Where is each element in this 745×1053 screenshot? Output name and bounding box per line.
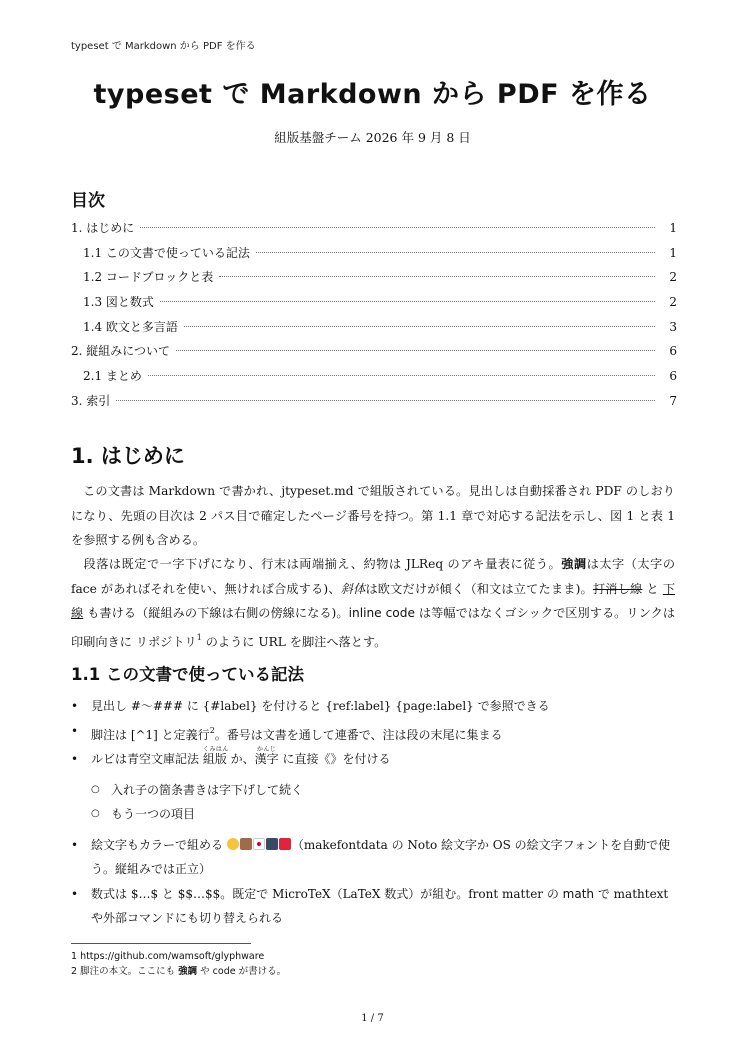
list-item (71, 694, 675, 719)
toc-entry-page: 7 (669, 393, 677, 408)
ruby-annotation: かんじ (256, 746, 277, 753)
bullet-icon: • (71, 886, 79, 901)
toc-entry[interactable] (71, 367, 677, 392)
toc-entry[interactable] (71, 268, 677, 293)
list-item-text: （makefontdata の Noto 絵文字か OS の絵文字フォントを自動で使う。縦組みでは正立） (91, 837, 671, 876)
list-item-text: 見出し #〜### に {#label} を付けると {ref:label} {page:label} で参照できる (91, 699, 550, 713)
paragraph (71, 479, 675, 553)
toc-entry[interactable] (71, 342, 677, 367)
bold-text: 強調 (561, 557, 587, 571)
toc-leader (176, 350, 655, 351)
running-header: typeset で Markdown から PDF を作る (71, 41, 256, 52)
paragraph-text: と (642, 581, 663, 596)
italic-text: 斜体 (340, 581, 366, 596)
toc-entry-label: 2.1 まとめ (83, 369, 142, 384)
bullet-icon: • (71, 837, 79, 852)
list-item-text: か、 (226, 752, 255, 766)
page-number: 1 / 7 (361, 1013, 384, 1024)
ruby-annotation: くみはん (202, 746, 229, 753)
list-item-text: 数式は $…$ と $$…$$。既定で MicroTeX（LaTeX 数式）が組む。front matter の (91, 886, 563, 901)
toc-leader (116, 400, 655, 401)
toc-entry-page: 1 (669, 245, 677, 260)
list-item-text: 。番号は文書を通して連番で、注は段の末尾に集まる (214, 727, 503, 742)
list-item (71, 719, 675, 748)
ruby-text (203, 747, 227, 772)
table-of-contents (71, 219, 677, 417)
toc-entry-label: 1.1 この文書で使っている記法 (83, 245, 250, 260)
paragraph-text: は欧文だけが傾く（和文は立てたまま)。 (365, 581, 593, 596)
flag-circle (257, 842, 261, 846)
footnotes (71, 949, 286, 979)
list-item (71, 882, 675, 931)
paragraph (71, 552, 675, 654)
bullet-icon: • (71, 752, 79, 766)
toc-entry-label: 1.3 図と数式 (83, 295, 154, 310)
hollow-bullet-icon: ○ (91, 808, 100, 819)
bold-text: 強調 (178, 966, 198, 977)
toc-leader (160, 301, 655, 302)
footnote-text: 2 脚注の本文。ここにも (71, 966, 179, 977)
toc-entry-page: 6 (669, 344, 677, 359)
toc-entry-label: 2. 縦組みについて (71, 344, 171, 359)
document-title: typeset で Markdown から PDF を作る (93, 79, 652, 110)
toc-entry-page: 2 (669, 270, 677, 285)
toc-entry-page: 2 (669, 295, 677, 310)
thumbs-up-emoji-icon (240, 838, 252, 850)
section-heading: 1. はじめに (71, 444, 185, 468)
footnote-divider (71, 943, 251, 944)
footnote-2 (71, 964, 286, 979)
nested-list-item (71, 778, 675, 803)
hollow-bullet-icon: ○ (91, 783, 100, 795)
nested-list-item (71, 802, 675, 827)
toc-entry-label: 1.4 欧文と多言語 (83, 319, 178, 334)
toc-leader (184, 326, 655, 327)
family-emoji-icon (266, 838, 278, 850)
footnote-text: が書ける。 (235, 966, 287, 977)
toc-entry-page: 1 (669, 221, 677, 235)
toc-entry[interactable] (71, 392, 677, 417)
list-item-text: もう一つの項目 (111, 807, 196, 821)
list-item-text: ルビは青空文庫記法 (91, 752, 203, 766)
toc-entry-page: 6 (669, 369, 677, 384)
paragraph-text: 段落は既定で一字下げになり、行末は両端揃え、約物は JLReq のアキ量表に従う。 (83, 557, 562, 571)
paragraph-text: この文書は Markdown で書かれ、jtypeset.md で組版されている。見出しは自動採番され PDF のしおりになり、先頭の目次は 2 パス目で確定したページ番号を持つ。第 1.1 章で対応する記法を示し、図 1 と表 1 を参照する例も含める。 (71, 484, 675, 547)
inline-code: inline code (348, 606, 415, 620)
subsection-heading: 1.1 この文書で使っている記法 (71, 665, 304, 684)
toc-entry-label: 1. はじめに (71, 221, 135, 235)
paragraph-text: は等幅ではなくゴシックで区別する。リンクは印刷向きに リポジトリ (71, 606, 676, 649)
toc-entry-label: 3. 索引 (71, 393, 111, 408)
toc-leader (148, 375, 655, 376)
list-item-text: で mathtext や外部コマンドにも切り替えられる (91, 886, 669, 925)
list-item-text: 絵文字もカラーで組める (91, 837, 227, 852)
red-heart-emoji-icon (279, 838, 291, 850)
strikethrough-text: 打消し線 (592, 581, 643, 596)
toc-entry[interactable] (71, 318, 677, 343)
ruby-base: 漢字 (254, 752, 279, 766)
bullet-list (71, 694, 675, 931)
japan-flag-emoji-icon (253, 838, 265, 850)
list-item (71, 747, 675, 772)
footnote-1[interactable]: 1 https://github.com/wamsoft/glyphware (71, 951, 265, 962)
list-item-text: 脚注は [^1] と定義行 (91, 727, 210, 742)
toc-entry[interactable] (71, 293, 677, 318)
paragraph-text: のように URL を脚注へ落とす。 (201, 634, 387, 649)
list-item-text: 入れ子の箇条書きは字下げして続く (111, 782, 304, 797)
toc-heading: 目次 (71, 191, 105, 211)
footnote-ref[interactable]: 1 (196, 632, 202, 642)
toc-entry[interactable] (71, 244, 677, 269)
ruby-text (255, 747, 279, 772)
toc-leader (219, 276, 655, 277)
list-item (71, 833, 675, 882)
author-date: 組版基盤チーム 2026 年 9 月 8 日 (274, 130, 471, 145)
bullet-icon: • (71, 699, 79, 713)
toc-entry[interactable] (71, 219, 677, 244)
paragraph-text: も書ける（縦組みの下線は右側の傍線になる)。 (83, 606, 349, 620)
grinning-face-emoji-icon (227, 838, 239, 850)
footnote-ref[interactable]: 2 (209, 725, 215, 735)
emoji-row (227, 838, 292, 852)
toc-leader (140, 227, 655, 228)
inline-code: code (212, 966, 236, 977)
footnote-text: や (197, 966, 213, 977)
toc-leader (256, 252, 655, 253)
toc-entry-page: 3 (669, 319, 677, 334)
bullet-icon: • (71, 723, 79, 738)
inline-code: math (562, 886, 595, 901)
underlined-text: 下線 (71, 581, 676, 620)
list-item-text: に直接《》を付ける (278, 752, 391, 766)
paragraph-text: は太字（太字の face があればそれを使い、無ければ合成する)、 (71, 557, 676, 596)
ruby-base: 組版 (202, 752, 227, 766)
toc-entry-label: 1.2 コードブロックと表 (83, 270, 214, 285)
